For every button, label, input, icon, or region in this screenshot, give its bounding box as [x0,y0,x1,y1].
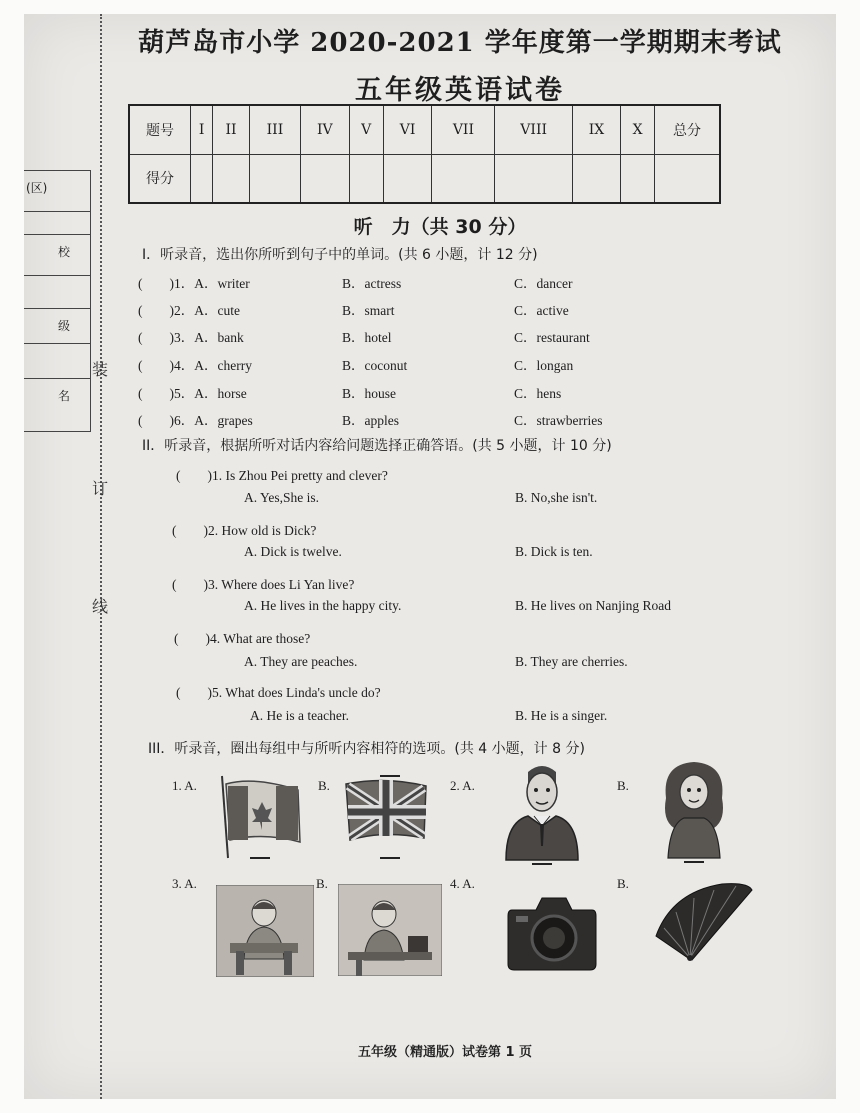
part2-answer-a: A. He lives in the happy city. [244,598,402,613]
part2-answer-a: A. He is a teacher. [250,708,349,723]
part2-answer-a: A. They are peaches. [244,654,358,669]
listening-section-title: 听 力（共 30 分） [353,216,527,238]
col-header-total: 总分 [655,105,721,154]
score-cell [655,154,721,203]
binding-dotted-line [100,14,102,1099]
part2-question: ( )3. Where does Li Yan live? [172,577,355,592]
side-row-name [24,379,90,413]
q-option-c: C．hens [514,386,562,401]
student-info-box [24,170,91,432]
q-option-c: C．longan [514,358,574,373]
col-header: IV [300,105,349,154]
score-cell [621,154,655,203]
pic-label: B. [316,876,328,891]
boy-reading-icon[interactable] [338,884,442,976]
uk-flag-icon[interactable] [340,772,432,864]
q-option-b: B．hotel [342,330,392,345]
part2-answer-b: B. No,she isn't. [515,490,598,505]
q-option-b: B．smart [342,303,395,318]
pic-label: 2. A. [450,778,475,793]
woman-icon[interactable] [652,758,736,866]
pic-label: 1. A. [172,778,197,793]
part2-answer-b: B. Dick is ten. [515,544,593,559]
col-header: V [349,105,383,154]
side-row-district [24,171,90,212]
binding-char-zhuang: 装 [92,360,109,379]
side-row-blank3 [24,344,90,379]
boy-drawing-icon[interactable] [216,885,314,977]
q-option-b: B．house [342,386,396,401]
col-header: VII [432,105,495,154]
side-label-name: 名 [58,389,71,403]
q-option-b: B．actress [342,276,402,291]
side-label-district: (区) [26,181,48,195]
part3-title: III．听录音，圈出每组中与所听内容相符的选项。(共 4 小题，计 8 分) [148,741,585,757]
page-footer: 五年级（精通版）试卷第 1 页 [357,1045,533,1060]
score-cell [349,154,383,203]
side-row-school [24,235,90,276]
part2-answer-b: B. He is a singer. [515,708,608,723]
part2-question: ( )5. What does Linda's uncle do? [176,685,381,700]
man-icon[interactable] [498,760,586,868]
q-option-c: C．restaurant [514,330,590,345]
score-cell [300,154,349,203]
fan-icon[interactable] [652,878,756,968]
pic-label: 4. A. [450,876,475,891]
binding-char-ding: 订 [92,479,109,498]
part2-answer-a: A. Dick is twelve. [244,544,342,559]
row-header-number: 题号 [129,105,191,154]
q-option-a: ( )1．A．writer [138,276,250,291]
col-header: VIII [495,105,572,154]
col-header: I [191,105,213,154]
side-label-school: 校 [58,245,71,259]
part2-question: ( )4. What are those? [174,631,311,646]
score-cell [249,154,300,203]
part2-answer-b: B. He lives on Nanjing Road [515,598,671,613]
pic-label: B. [318,778,330,793]
part2-question: ( )1. Is Zhou Pei pretty and clever? [176,468,388,483]
exam-title: 葫芦岛市小学 2020-2021 学年度第一学期期末考试 [138,28,782,58]
binding-char-xian: 线 [92,597,109,616]
score-cell [191,154,213,203]
q-option-c: C．active [514,303,569,318]
col-header: II [213,105,250,154]
pic-label: B. [617,778,629,793]
part2-question: ( )2. How old is Dick? [172,523,317,538]
col-header: III [249,105,300,154]
score-table-header-row [129,105,720,154]
part2-answer-b: B. They are cherries. [515,654,628,669]
score-cell [383,154,432,203]
side-label-class: 级 [58,319,71,333]
part2-answer-a: A. Yes,She is. [244,490,320,505]
col-header: X [621,105,655,154]
q-option-a: ( )4．A．cherry [138,358,252,373]
q-option-a: ( )5．A．horse [138,386,247,401]
q-option-b: B．apples [342,413,399,428]
score-table-score-row [129,154,720,203]
row-header-score: 得分 [129,154,191,203]
q-option-c: C．strawberries [514,413,603,428]
score-cell [432,154,495,203]
q-option-a: ( )2．A．cute [138,303,240,318]
side-row-blank2 [24,276,90,309]
score-cell [572,154,620,203]
q-option-a: ( )6．A．grapes [138,413,253,428]
score-table [128,104,721,204]
camera-icon[interactable] [506,890,598,974]
q-option-a: ( )3．A．bank [138,330,244,345]
canada-flag-icon[interactable] [214,772,304,864]
col-header: IX [572,105,620,154]
q-option-b: B．coconut [342,358,408,373]
exam-subtitle: 五年级英语试卷 [355,75,565,106]
part2-title: II．听录音，根据所听对话内容给问题选择正确答语。(共 5 小题，计 10 分) [142,438,612,454]
pic-label: B. [617,876,629,891]
score-cell [495,154,572,203]
part1-title: I．听录音，选出你所听到句子中的单词。(共 6 小题，计 12 分) [142,247,538,263]
score-cell [213,154,250,203]
col-header: VI [383,105,432,154]
q-option-c: C．dancer [514,276,573,291]
side-row-class [24,309,90,344]
pic-label: 3. A. [172,876,197,891]
